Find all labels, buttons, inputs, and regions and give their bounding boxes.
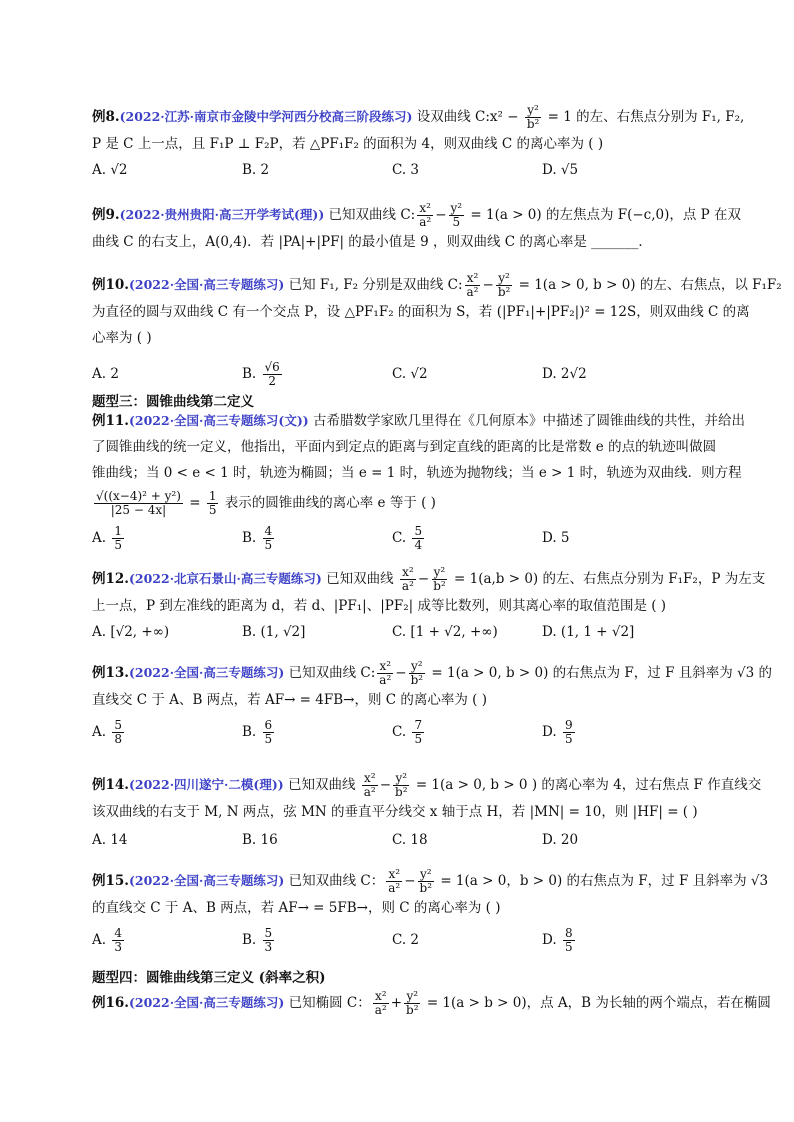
option-d[interactable]: D. 20 — [542, 832, 579, 848]
text: = 1(a > 0) 的左焦点为 F(−c,0)，点 P 在双 — [470, 207, 742, 223]
option-c[interactable]: C. [1 + √2, +∞) — [392, 624, 498, 640]
example-14-line-1: 例14.(2022·四川遂宁·二模(理)) 已知双曲线 $\frac{\text{x²}}{\text{a²}}$ − $\frac{\text{y²}}{\text{b²}}$ = 1(a > 0, b > 0 ) 的离心率为 4，过右焦点 F 作直线交 — [92, 771, 762, 799]
example-14-line-2: 该双曲线的右支于 M, N 两点，弦 MN 的垂直平分线交 x 轴于点 H，若 |MN| = 10，则 |HF| = ( ) — [92, 804, 698, 820]
example-8-line-2: P 是 C 上一点，且 F₁P ⊥ F₂P，若 △PF₁F₂ 的面积为 4，则双曲线 C 的离心率为 ( ) — [92, 136, 604, 152]
example-13-line-1: 例13.(2022·全国·高三专题练习) 已知双曲线 C: $\frac{\text{x²}}{\text{a²}}$ − $\frac{\text{y²}}{\text{b²}}$ = 1(a > 0, b > 0) 的右焦点为 F，过 F 且斜率为 √3 的 — [92, 659, 773, 687]
option-a[interactable]: A. √2 — [92, 162, 128, 178]
example-10 — [92, 271, 782, 388]
example-11 — [92, 408, 745, 552]
fraction: $\frac{\text{y²}}{\text{b²}}$ — [406, 989, 419, 1017]
text: 已知双曲线 C: — [288, 665, 376, 681]
example-13-line-2: 直线交 C 于 A、B 两点，若 AF→ = 4FB→，则 C 的离心率为 ( ) — [92, 692, 487, 708]
example-source: (2022·江苏·南京市金陵中学河西分校高三阶段练习) — [119, 109, 413, 124]
example-10-line-2: 为直径的圆与双曲线 C 有一个交点 P，设 △PF₁F₂ 的面积为 S，若 (|PF₁|+|PF₂|)² = 12S，则双曲线 C 的离 — [92, 304, 750, 320]
text: − — [482, 277, 494, 293]
example-source: (2022·贵州贵阳·高三开学考试(理)) — [119, 207, 325, 222]
example-11-line-2: 了圆锥曲线的统一定义，他指出，平面内到定点的距离与到定直线的距离的比是常数 e 的点的轨迹叫做圆 — [92, 439, 717, 455]
example-11-line-4: $\frac{\text{√((x−4)² + y²)}}{|25 - 4x|}$ = $\frac{1}{5}$ 表示的圆锥曲线的离心率 e 等于 ( ) — [96, 489, 436, 517]
example-13 — [92, 659, 773, 746]
option-a[interactable]: A. $\frac{5}{8}$ — [92, 718, 122, 746]
example-8-line-1 — [92, 103, 745, 131]
example-15-line-1: 例15.(2022·全国·高三专题练习) 已知双曲线 C： $\frac{\text{x²}}{\text{a²}}$ − $\frac{\text{y²}}{\text{b²}}$ = 1(a > 0，b > 0) 的右焦点为 F，过 F 且斜率为 √3 — [92, 867, 769, 895]
answer-options — [92, 827, 732, 853]
option-c[interactable]: C. √2 — [392, 366, 428, 382]
text: = 1(a > 0, b > 0 ) 的离心率为 4，过右焦点 F 作直线交 — [415, 777, 762, 793]
option-d[interactable]: D. (1, 1 + √2] — [542, 624, 635, 640]
text: 已知双曲线 C: — [328, 207, 416, 223]
fraction: $\frac{\text{x²}}{\text{a²}}$ — [363, 771, 376, 799]
option-b[interactable]: B. 2 — [242, 162, 270, 178]
option-c[interactable]: C. $\frac{5}{4}$ — [392, 524, 423, 552]
example-8 — [92, 103, 745, 183]
example-11-line-1 — [92, 408, 745, 434]
fraction: $\frac{\text{x²}}{\text{a²}}$ — [388, 867, 401, 895]
option-d[interactable]: D. $\frac{8}{5}$ — [542, 926, 573, 954]
option-a[interactable]: A. [√2, +∞) — [92, 624, 170, 640]
example-source: (2022·全国·高三专题练习) — [129, 995, 285, 1010]
fraction: $\frac{\text{x²}}{\text{a²}}$ — [419, 201, 432, 229]
example-15-line-2: 的直线交 C 于 A、B 两点，若 AF→ = 5FB→，则 C 的离心率为 ( ) — [92, 900, 501, 916]
option-c[interactable]: C. 18 — [392, 832, 428, 848]
example-12 — [92, 565, 766, 645]
section-heading-3: 题型三：圆锥曲线第二定义 — [92, 394, 254, 410]
option-d[interactable]: D. √5 — [542, 162, 579, 178]
text: = 1(a,b > 0) 的左、右焦点分别为 F₁F₂，P 为左支 — [454, 571, 766, 587]
text: 已知双曲线 C： — [288, 873, 385, 889]
fraction: $\frac{\text{x²}}{\text{a²}}$ — [379, 659, 392, 687]
option-b[interactable]: B. $\frac{√6}{2}$ — [242, 360, 280, 388]
text: − — [435, 207, 447, 223]
example-9-line-2: 曲线 C 的右支上，A(0,4)．若 |PA|+|PF| 的最小值是 9 ，则双曲线 C 的离心率是 _______． — [92, 234, 652, 250]
example-label: 例9. — [92, 207, 120, 223]
example-10-line-1 — [92, 271, 782, 299]
example-label: 例11. — [92, 413, 129, 429]
answer-options — [92, 719, 732, 746]
fraction: $\frac{\text{y²}}{\text{b²}}$ — [395, 771, 408, 799]
option-d[interactable]: D. 5 — [542, 530, 570, 546]
option-b[interactable]: B. $\frac{4}{5}$ — [242, 524, 273, 552]
example-15 — [92, 867, 769, 954]
example-10-line-3: 心率为 ( ) — [92, 330, 152, 346]
text: = 1(a > 0，b > 0) 的右焦点为 F，过 F 且斜率为 √3 — [440, 873, 769, 889]
option-a[interactable]: A. $\frac{4}{3}$ — [92, 926, 122, 954]
example-16 — [92, 989, 771, 1017]
text: 已知双曲线 — [326, 571, 394, 587]
answer-options — [92, 157, 732, 183]
example-label: 例14. — [92, 777, 129, 793]
example-12-line-1: 例12.(2022·北京石景山·高三专题练习) 已知双曲线 $\frac{\text{x²}}{\text{a²}}$ − $\frac{\text{y²}}{\text{b²}}$ = 1(a,b > 0) 的左、右焦点分别为 F₁F₂，P 为左支 — [92, 565, 766, 593]
option-a[interactable]: A. 2 — [92, 366, 119, 382]
text: = 1 的左、右焦点分别为 F₁, F₂, — [547, 109, 745, 125]
answer-options — [92, 619, 732, 645]
option-c[interactable]: C. $\frac{7}{5}$ — [392, 718, 423, 746]
fraction: $\frac{\text{y²}}{\text{b²}}$ — [433, 565, 446, 593]
example-source: (2022·四川遂宁·二模(理)) — [129, 777, 284, 792]
option-b[interactable]: B. $\frac{5}{3}$ — [242, 926, 273, 954]
option-b[interactable]: B. 16 — [242, 832, 278, 848]
option-b[interactable]: B. (1, √2] — [242, 624, 306, 640]
example-source: (2022·全国·高三专题练习) — [129, 873, 285, 888]
example-label: 例15. — [92, 873, 129, 889]
text: 设双曲线 C:x² − — [416, 109, 519, 125]
fraction: $\frac{\text{y²}}{\text{b²}}$ — [526, 103, 540, 131]
text: 古希腊数学家欧几里得在《几何原本》中描述了圆锥曲线的共性，并给出 — [312, 413, 745, 429]
example-11-line-3: 锥曲线；当 0 < e < 1 时，轨迹为椭圆；当 e = 1 时，轨迹为抛物线；当 e > 1 时，轨迹为双曲线．则方程 — [92, 465, 742, 481]
text: 已知 F₁, F₂ 分别是双曲线 C: — [288, 277, 463, 293]
fraction: $\frac{1}{5}$ — [208, 489, 217, 517]
answer-options — [92, 525, 732, 552]
option-d[interactable]: D. $\frac{9}{5}$ — [542, 718, 573, 746]
example-source: (2022·全国·高三专题练习) — [129, 665, 285, 680]
option-a[interactable]: A. $\frac{1}{5}$ — [92, 524, 122, 552]
text: 已知双曲线 — [287, 777, 356, 793]
example-12-line-2: 上一点，P 到左准线的距离为 d，若 d、|PF₁|、|PF₂| 成等比数列，则其离心率的取值范围是 ( ) — [92, 598, 667, 614]
option-d[interactable]: D. 2√2 — [542, 366, 587, 382]
text: = 1(a > 0, b > 0) 的左、右焦点，以 F₁F₂ — [518, 277, 782, 293]
example-source: (2022·全国·高三专题练习) — [129, 277, 285, 292]
example-16-line-1: 例16.(2022·全国·高三专题练习) 已知椭圆 C： $\frac{\text{x²}}{\text{a²}}$ + $\frac{\text{y²}}{\text{b²}}$ = 1(a > b > 0)，点 A，B 为长轴的两个端点，若在椭圆 — [92, 989, 771, 1017]
text: = 1(a > 0, b > 0) 的右焦点为 F，过 F 且斜率为 √3 的 — [431, 665, 773, 681]
fraction: $\frac{\text{y²}}{\text{b²}}$ — [419, 867, 433, 895]
answer-options — [92, 927, 732, 954]
option-c[interactable]: C. 2 — [392, 932, 420, 948]
fraction: $\frac{\text{x²}}{\text{a²}}$ — [374, 989, 387, 1017]
example-label: 例16. — [92, 995, 129, 1011]
text: 表示的圆锥曲线的离心率 e 等于 ( ) — [224, 495, 436, 511]
example-9 — [92, 201, 742, 255]
fraction: $\frac{\text{y²}}{\text{b²}}$ — [410, 659, 424, 687]
example-label: 例12. — [92, 571, 129, 587]
example-label: 例13. — [92, 665, 129, 681]
example-label: 例10. — [92, 277, 129, 293]
option-b[interactable]: B. $\frac{6}{5}$ — [242, 718, 273, 746]
example-14 — [92, 771, 762, 853]
example-9-line-1 — [92, 201, 742, 229]
fraction: $\frac{\text{x²}}{\text{a²}}$ — [401, 565, 414, 593]
text: = 1(a > b > 0)，点 A，B 为长轴的两个端点，若在椭圆 — [426, 995, 771, 1011]
example-source: (2022·全国·高三专题练习(文)) — [129, 413, 309, 428]
fraction: $\frac{\text{y²}}{\text{b²}}$ — [497, 271, 511, 299]
example-source: (2022·北京石景山·高三专题练习) — [129, 571, 322, 586]
option-c[interactable]: C. 3 — [392, 162, 420, 178]
fraction: $\frac{\text{√((x−4)² + y²)}}{|25 - 4x|}$ — [96, 489, 181, 517]
example-label: 例8. — [92, 109, 120, 125]
section-heading-4: 题型四：圆锥曲线第三定义 (斜率之积) — [92, 970, 326, 986]
fraction: $\frac{\text{x²}}{\text{a²}}$ — [466, 271, 479, 299]
text: 已知椭圆 C： — [288, 995, 371, 1011]
answer-options — [92, 361, 732, 388]
option-a[interactable]: A. 14 — [92, 832, 128, 848]
fraction: $\frac{\text{y²}}{5}$ — [450, 201, 463, 229]
